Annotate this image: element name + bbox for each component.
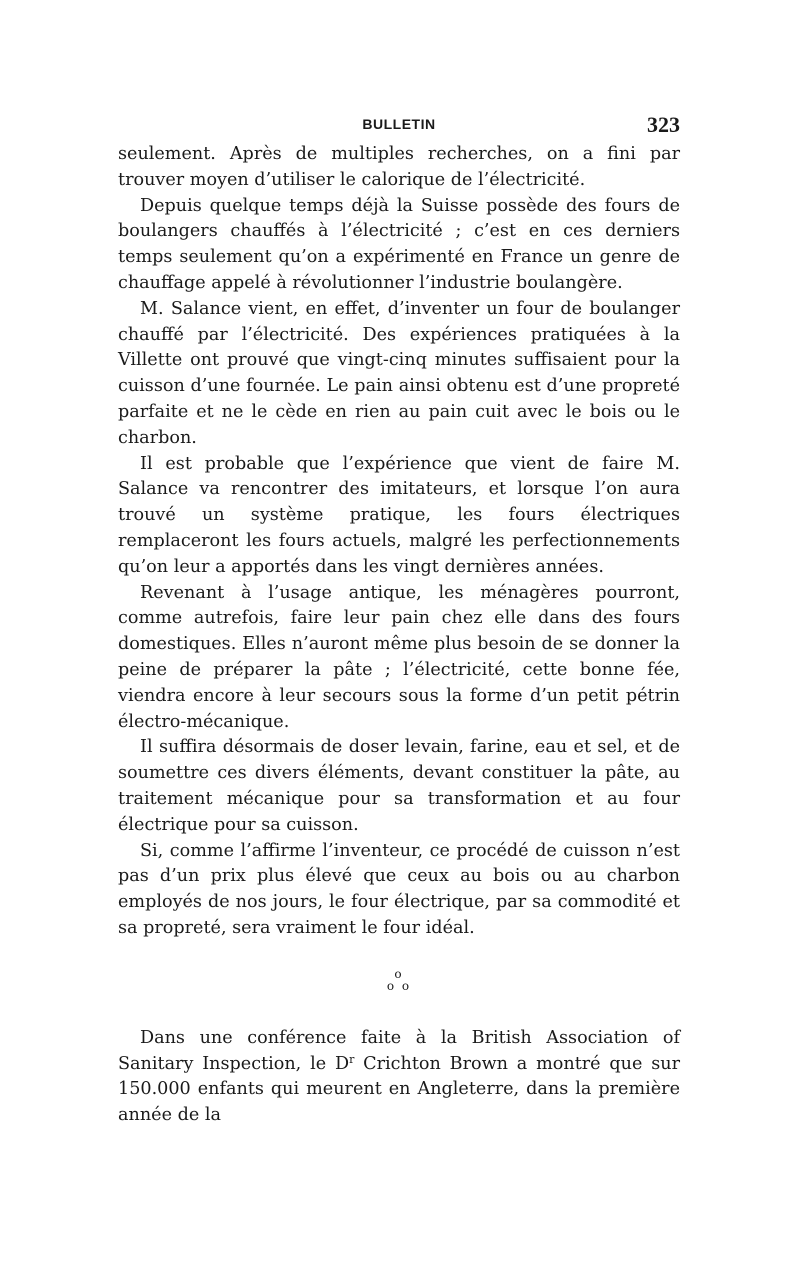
page-number: 323 xyxy=(647,112,680,137)
page-header xyxy=(118,112,680,142)
article-text xyxy=(118,142,680,1129)
paragraph-new-section xyxy=(118,1026,680,1129)
paragraph: Il suffira désormais de doser levain, farine, eau et sel, et de soumettre ces divers éléments, devant constituer la pâte, au traitement mécanique pour sa transformation et au four électrique pour sa cuisson. xyxy=(118,737,680,835)
section-ornament xyxy=(118,968,680,992)
superscript: r xyxy=(349,1052,355,1066)
running-title: BULLETIN xyxy=(362,116,436,132)
text-segment: Crichton Brown a montré que sur 150.000 enfants qui meurent en Angleterre, dans la première année de la xyxy=(118,1053,680,1126)
ornament-bottom: o o xyxy=(386,978,412,993)
paragraph: Depuis quelque temps déjà la Suisse possède des fours de boulangers chauffés à l’électricité ; c’est en ces derniers temps seulement qu’on a expérimenté en France un genre de chauffage appelé à révolutionner l’industrie boulangère. xyxy=(118,195,680,293)
paragraph: M. Salance vient, en effet, d’inventer un four de boulanger chauffé par l’électricité. Des expériences pratiquées à la Villette ont prouvé que vingt-cinq minutes suffisaient pour la cuisson d’une fournée. Le pain ainsi obtenu est d’une propreté parfaite et ne le cède en rien au pain cuit avec le bois ou le charbon. xyxy=(118,298,680,448)
paragraph: Revenant à l’usage antique, les ménagères pourront, comme autrefois, faire leur pain chez elle dans des fours domestiques. Elles n’auront même plus besoin de se donner la peine de préparer la pâte ; l’électricité, cette bonne fée, viendra encore à leur secours sous la forme d’un petit pétrin électro-mécanique. xyxy=(118,582,680,732)
paragraph-continuation: seulement. Après de multiples recherches, on a fini par trouver moyen d’utiliser le calorique de l’électricité. xyxy=(118,144,680,190)
paragraph: Il est probable que l’expérience que vient de faire M. Salance va rencontrer des imitateurs, et lorsque l’on aura trouvé un système pratique, les fours électriques remplaceront les fours actuels, malgré les perfectionnements qu’on leur a apportés dans les vingt dernières années. xyxy=(118,453,680,577)
ornament-top: o xyxy=(394,966,404,981)
paragraph: Si, comme l’affirme l’inventeur, ce procédé de cuisson n’est pas d’un prix plus élevé que ceux au bois ou au charbon employés de nos jours, le four électrique, par sa commodité et sa propreté, sera vraiment le four idéal. xyxy=(118,840,680,938)
text-segment: Dans une conférence faite à la British Association of Sanitary Inspection, le D xyxy=(118,1027,680,1074)
book-page xyxy=(118,112,680,1129)
